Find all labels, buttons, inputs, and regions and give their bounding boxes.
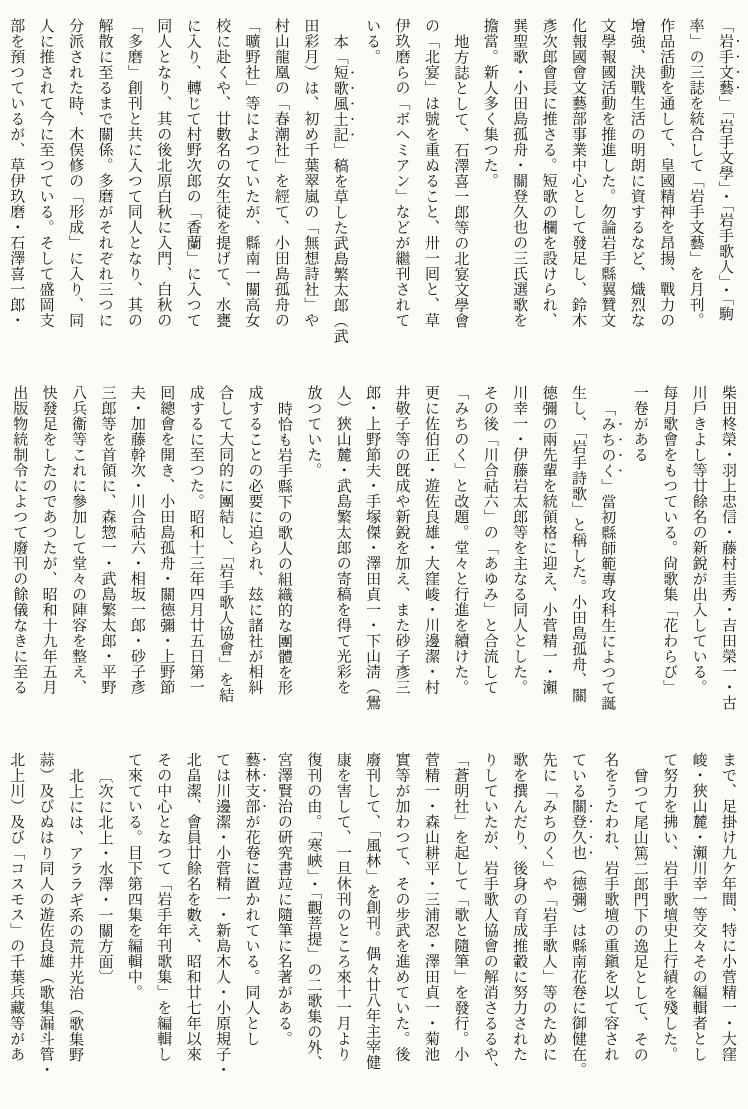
text-column — [624, 752, 653, 1104]
text-run: 」當初縣師範專攻科生によつて誕 — [599, 478, 616, 711]
text-run: 」「岩手文學」・「岩手歌人」・「駒 — [717, 95, 733, 322]
text-run: 每月歌會をもつている。尙歌集「花わらび」 — [661, 385, 678, 695]
text-run: 郞・上野節夫・手塚傑・澤田貞一・下山淸（鷽 — [364, 385, 381, 711]
text-run: 率」の三誌を統合して「岩手文藝」を月刊。 — [687, 18, 704, 328]
text-run: 菅精一・森山耕平・三浦忍・澤田貞一・菊池 — [422, 752, 439, 1062]
text-column — [89, 752, 118, 1104]
text-run: その後「川合祜六」の「あゆみ」と合流して — [481, 385, 498, 695]
text-column — [239, 385, 268, 731]
text-column — [180, 385, 209, 731]
text-run: に入り、轉じて村野次郞の「香蘭」に入つて — [184, 18, 201, 328]
text-column — [236, 752, 268, 1104]
text-column — [4, 385, 33, 731]
text-run: 成するに至つた。昭和十三年四月廿五日第一 — [187, 385, 204, 695]
text-run: 峻・狹山麓・瀨川幸一等交々その編輯者とし — [690, 752, 707, 1062]
text-column — [207, 18, 236, 364]
text-column — [416, 752, 445, 1104]
text-column — [33, 385, 62, 731]
text-column — [683, 385, 712, 731]
text-column — [713, 752, 742, 1104]
text-run: 分派された時、木俣修の「形成」に入り、同 — [67, 18, 84, 328]
text-column — [266, 18, 295, 364]
text-column — [474, 752, 503, 1104]
text-run: （德彌）は縣南花卷に御健在。 — [569, 860, 586, 1078]
text-run: 「多磨」創刊と共に入つて同人となり、其の — [125, 18, 142, 328]
text-column — [563, 752, 595, 1104]
text-run: 川幸一・伊藤岩太郞等を主なる同人とした。 — [511, 385, 528, 695]
text-column — [148, 752, 177, 1104]
text-run: 增強、決戰生活の明朗に資するなど、熾烈な — [628, 18, 645, 328]
text-column — [298, 385, 327, 731]
text-run: まで、足掛け九ケ年間、特に小菅精一・大窪 — [720, 752, 736, 1062]
text-run: 實等が加わつて、その步武を進めていた。後 — [393, 752, 410, 1062]
text-run: 巽聖歌・小田島孤舟・關登久也の三氏選歌を — [511, 18, 528, 328]
text-band-top — [6, 18, 742, 364]
text-run: 彥次郞會長に推さる。短歌の欄を設けられ、 — [540, 18, 557, 328]
text-run: 更に佐伯正・遊佐良雄・大窪峻・川邊潔・村 — [422, 385, 439, 695]
text-column — [118, 752, 147, 1104]
text-run: 伊玖磨らの「ボヘミアン」などが繼刊されて — [393, 18, 410, 328]
text-column — [1, 752, 30, 1104]
emphasized-text: 短歌風土記 — [331, 65, 348, 143]
text-column — [295, 18, 324, 364]
text-column — [357, 18, 386, 364]
emphasized-text: 藝林支部 — [243, 752, 260, 814]
text-run: りしていたが、岩手歌人協會の解消さるるや、 — [481, 752, 498, 1078]
text-run: 北上川）及び「コスモス」の千葉兵藏等があ — [8, 752, 25, 1062]
text-run: 八兵衞等これに參加して堂々の陣容を整え、 — [70, 385, 87, 695]
text-column — [533, 752, 562, 1104]
text-run: 北上には、アララギ系の荒井光治（歌集野 — [67, 768, 84, 1063]
emphasized-text: 關登久也 — [569, 798, 586, 861]
text-run: 本「 — [331, 34, 348, 65]
text-column — [92, 385, 121, 731]
text-run: て努力を拂い、岩手歌壇史上行績を殘した。 — [661, 752, 678, 1062]
text-column — [592, 18, 621, 364]
text-column — [210, 385, 239, 731]
text-column — [63, 385, 92, 731]
text-column — [148, 18, 177, 364]
text-band-middle — [6, 385, 742, 731]
text-column — [595, 752, 624, 1104]
text-column — [416, 385, 445, 731]
text-run: 同人となり、其の後北原白秋に入門、白秋の — [155, 18, 172, 328]
text-run: 出版物統制令によつて廢刊の餘儀なきに至る — [11, 385, 28, 695]
text-column — [298, 752, 327, 1104]
text-column — [177, 752, 206, 1104]
text-run: が花卷に置かれている。同人とし — [243, 814, 260, 1047]
text-run: 歌を撰んだり、後身の育成推轂に努力された — [511, 752, 528, 1062]
text-column — [445, 752, 474, 1104]
text-run: 先に「みちのく」や「岩手歌人」等のために — [540, 752, 557, 1062]
text-column — [324, 18, 356, 364]
text-run: 三郞等を首領に、森惣一・武島繁太郞・平野 — [99, 385, 116, 695]
text-run: その中心となつて「岩手年刊歌集」を編輯し — [155, 752, 172, 1062]
text-column — [60, 752, 89, 1104]
text-column — [654, 385, 683, 731]
text-run: の「北宴」は號を重ぬること、卅一囘と、草 — [422, 18, 439, 328]
text-band-bottom — [6, 752, 742, 1104]
text-run: 康を害して、一旦休刊のところ來十一月より — [334, 752, 351, 1062]
text-run: ている — [569, 752, 586, 799]
emphasized-text: みちのく — [599, 416, 616, 479]
text-column — [357, 752, 386, 1104]
text-column — [654, 752, 683, 1104]
text-column — [30, 752, 59, 1104]
text-run: 村山龍凰の「春潮社」を經て、小田島孤舟の — [272, 18, 289, 328]
text-run: 「 — [599, 401, 616, 417]
text-run: 囘總會を開き、小田島孤舟・關德彌・上野節 — [158, 385, 175, 695]
text-run: 田彩月）は、初め千葉翠嵐の「無想詩社」や — [302, 18, 319, 328]
text-column — [533, 18, 562, 364]
text-column — [445, 18, 474, 364]
text-run: 地方誌として、石澤喜一郞等の北宴文學會 — [452, 34, 469, 329]
text-column — [386, 752, 415, 1104]
text-column — [357, 385, 386, 731]
text-column — [386, 18, 415, 364]
text-column — [624, 385, 653, 731]
text-column — [563, 18, 592, 364]
text-run: 蒜）及びぬはり同人の遊佐良雄（歌集漏斗管・ — [37, 752, 54, 1078]
text-column — [121, 385, 150, 731]
text-run: 校に赴くや、廿數名の女生徒を提げて、水甕 — [214, 18, 231, 328]
text-column — [474, 18, 503, 364]
text-column — [651, 18, 680, 364]
text-run: 作品活動を通して、皇國精神を昂揚、戰力の — [658, 18, 675, 328]
text-run: 〔次に北上・水澤・一關方面〕 — [96, 768, 113, 985]
text-run: 川戶きよし等廿餘名の新銳が出入している。 — [690, 385, 707, 695]
text-run: 生し、「岩手詩歌」と稱した。小田島孤舟、關 — [569, 385, 586, 703]
text-run: 合して大同的に團結し、「岩手歌人協會」を結 — [217, 385, 234, 703]
text-column — [563, 385, 592, 731]
text-column — [236, 18, 265, 364]
text-run: ては川邊潔・小菅精一・新島木人・小原規子・ — [214, 752, 231, 1078]
text-run: 「蒼明社」を起して「歌と隨筆」を發行。小 — [452, 752, 469, 1062]
text-column — [327, 385, 356, 731]
text-column — [386, 385, 415, 731]
text-run: 放つていた。 — [305, 385, 322, 478]
text-run: 部を預つているが、草伊玖磨・石澤喜一郞・ — [8, 18, 25, 328]
text-column — [533, 385, 562, 731]
text-column — [151, 385, 180, 731]
text-column — [683, 752, 712, 1104]
text-run: 井敬子等の旣成や新銳を加え、また砂子彥三 — [393, 385, 410, 695]
text-column — [474, 385, 503, 731]
text-run: 一卷がある — [631, 385, 648, 463]
text-run: 廢刊して、「風林」を創刊。偶々廿八年主宰健 — [364, 752, 381, 1070]
emphasized-text: 岩手文藝 — [717, 33, 733, 96]
text-column — [207, 752, 236, 1104]
text-run: 夫・加藤幹次・川合祜六・相坂一郞・砂子彥 — [128, 385, 145, 695]
text-column — [713, 385, 742, 731]
text-run: 擔當。新人多く集つた。 — [481, 18, 498, 189]
text-column — [89, 18, 118, 364]
text-column — [445, 385, 474, 731]
text-run: いる。 — [364, 18, 381, 65]
text-column — [504, 385, 533, 731]
text-run: 「 — [717, 18, 733, 34]
text-column — [1, 18, 30, 364]
text-run: 人に推されて今に至つている。そして盛岡支 — [37, 18, 54, 328]
text-column — [60, 18, 89, 364]
text-column — [680, 18, 709, 364]
text-run: 柴田柊榮・羽上忠信・藤村圭秀・吉田榮一・古 — [720, 385, 736, 711]
text-run: 曾つて尾山篤二郞門下の逸足として、その — [631, 768, 648, 1063]
text-column — [504, 18, 533, 364]
text-column — [504, 752, 533, 1104]
text-column — [269, 385, 298, 731]
text-run: 「みちのく」と改題。堂々と行進を續けた。 — [452, 385, 469, 695]
text-column — [592, 385, 624, 731]
text-run: 解散に至るまで關係。多磨がそれぞれ三つに — [96, 18, 113, 328]
text-run: 名をうたわれ、岩手歌壇の重鎭を以て容され — [602, 752, 619, 1062]
text-run: 成することの必要に迫られ、玆に諸社が相糾 — [246, 385, 263, 695]
text-run: 宮澤賢治の硏究書竝に隨筆に名著がある。 — [275, 752, 292, 1047]
text-run: 德彌の兩先輩を統領格に迎え、小菅精一・瀨 — [540, 385, 557, 695]
text-run: 復刊の由。「寒峽」・「觀菩提」の二歌集の外、 — [305, 752, 322, 1071]
text-column — [177, 18, 206, 364]
text-run: 時恰も岩手縣下の歌人の組織的な團體を形 — [275, 401, 292, 696]
text-run: 人）狹山麓・武島繁太郞の寄稿を得て光彩を — [334, 385, 351, 695]
text-column — [710, 18, 742, 364]
text-run: 北畠潔、會員廿餘名を數え、昭和廿七年以來 — [184, 752, 201, 1062]
text-column — [118, 18, 147, 364]
text-column — [30, 18, 59, 364]
text-column — [416, 18, 445, 364]
text-run: て來ている。目下第四集を編輯中。 — [125, 752, 142, 1000]
text-run: 化報國會文藝部事業中心として發足し、鈴木 — [569, 18, 586, 328]
text-column — [269, 752, 298, 1104]
text-run: 」稿を草した武島繁太郞（武 — [331, 142, 348, 344]
text-column — [621, 18, 650, 364]
text-column — [327, 752, 356, 1104]
text-run: 快發足をしたのであつたが、昭和十九年五月 — [40, 385, 57, 695]
text-run: 文學報國活動を推進した。勿論岩手縣翼贊文 — [599, 18, 616, 328]
text-run: 「曠野社」等によつていたが、縣南一關高女 — [243, 18, 260, 328]
